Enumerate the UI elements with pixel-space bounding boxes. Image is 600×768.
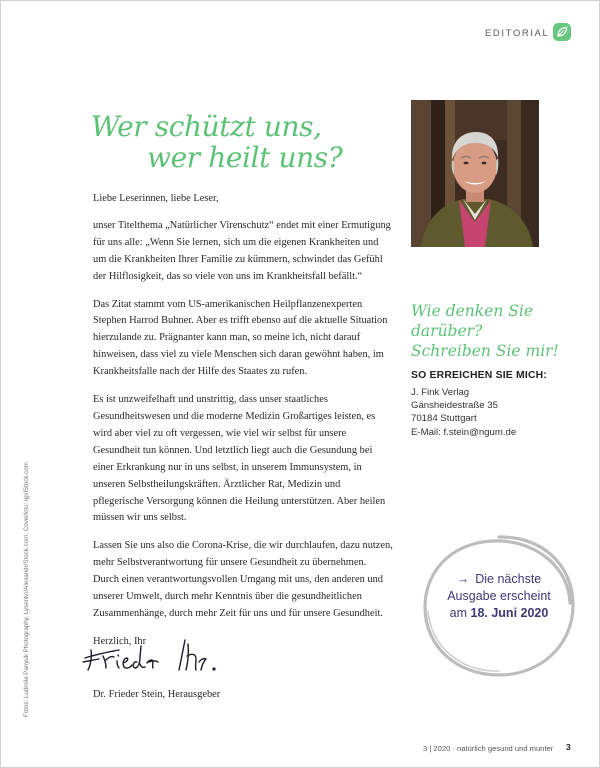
next-issue-badge [419,531,579,681]
contact-email[interactable]: E-Mail: f.stein@ngum.de [411,426,517,438]
contact-line: Gänsheidestraße 35 [411,400,498,412]
headline-line-2: wer heilt uns? [147,141,343,174]
salutation: Liebe Leserinnen, liebe Leser, [93,193,219,204]
paragraph: Lassen Sie uns also die Corona-Krise, die wir durchlaufen, dazu nutzen, mehr Selbstverantwortung für unsere Gesundheit zu übernehmen. Durch einen verantwortungsvollen Umgang mit uns, den anderen und unserer Umwelt, durch mehr Kenntnis über die gesundheitlichen Zusammenhänge, durch mehr Zeit für uns und für unsere Gesundheit. [93,540,393,619]
signature-caption: Dr. Frieder Stein, Herausgeber [93,689,221,700]
contact-line: J. Fink Verlag [411,387,470,398]
photo-credit [23,462,37,717]
handwritten-signature [79,626,259,678]
next-issue-date: 18. Juni 2020 [470,606,549,620]
paragraph: Das Zitat stammt vom US-amerikanischen Heilpflanzenexperten Stephen Harrod Buhner. Aber es trifft ebenso auf die aktuelle Situation hierzulande zu. Prägnanter kann man, so meine ich, nicht darauf hinweisen, dass viel zu viele Menschen sich daran gewöhnt haben, im Krankheitsfalle nach der Hilfe des Staates zu rufen. [93,298,388,378]
question-line: Wie denken Sie [411,302,534,320]
closing: Herzlich, Ihr [93,635,147,647]
paragraph: Es ist unzweifelhaft und unstrittig, dass unser staatliches Gesundheitswesen und die moderne Medizin Großartiges leisten, es wird aber viel zu oft vergessen, wie viel wir selbst für unsere Gesundheit tun können. Und letztlich liegt auch die Gesundung bei einer Erkrankung nur in uns selbst, in unserem Immunsystem, in unseren Selbstheilungskräften. Ärztlicher Rat, Medizin und pflegerische Versorgung können die Heilung unterstützen. Aber heilen müssen wir uns selbst. [93,394,386,524]
headline [91,111,342,173]
arrow-right-icon: → [456,572,470,586]
question-line: darüber? [411,322,483,340]
next-issue-line-1: Die nächste [475,572,542,586]
section-label: EDITORIAL [485,28,550,39]
next-issue-line-2: Ausgabe erscheint [447,589,551,603]
contact-line: 70184 Stuttgart [411,413,477,425]
letter-body [93,191,393,662]
headline-line-1: Wer schützt uns, [91,110,322,143]
footer-issue: 3 | 2020 · natürlich gesund und munter [423,744,554,753]
next-issue-prefix: am [449,606,471,620]
portrait-photo [411,100,539,247]
photo-credit-text: Fotos: Ludmila Panyuk Photography, Lysenko/Alexandr/Stock.com; Coverfoto: rjp/iStock.com [23,462,30,717]
contact-heading: SO ERREICHEN SIE MICH: [411,370,548,381]
page-number: 3 [566,742,571,752]
contact-address [411,386,516,439]
leaf-icon [553,23,571,41]
question-line: Schreiben Sie mir! [411,342,559,360]
next-issue-text [419,571,579,622]
paragraph: unser Titelthema „Natürlicher Virenschutz“ endet mit einer Ermutigung für uns alle: „Wenn Sie lernen, sich um die eigenen Krankheiten und um die Krankheiten Ihrer Familie zu kümmern, schwindet das Gefühl der Hilflosigkeit, das so viele von uns im Krankheitsfall befällt.“ [93,219,391,282]
reader-question [411,301,559,361]
